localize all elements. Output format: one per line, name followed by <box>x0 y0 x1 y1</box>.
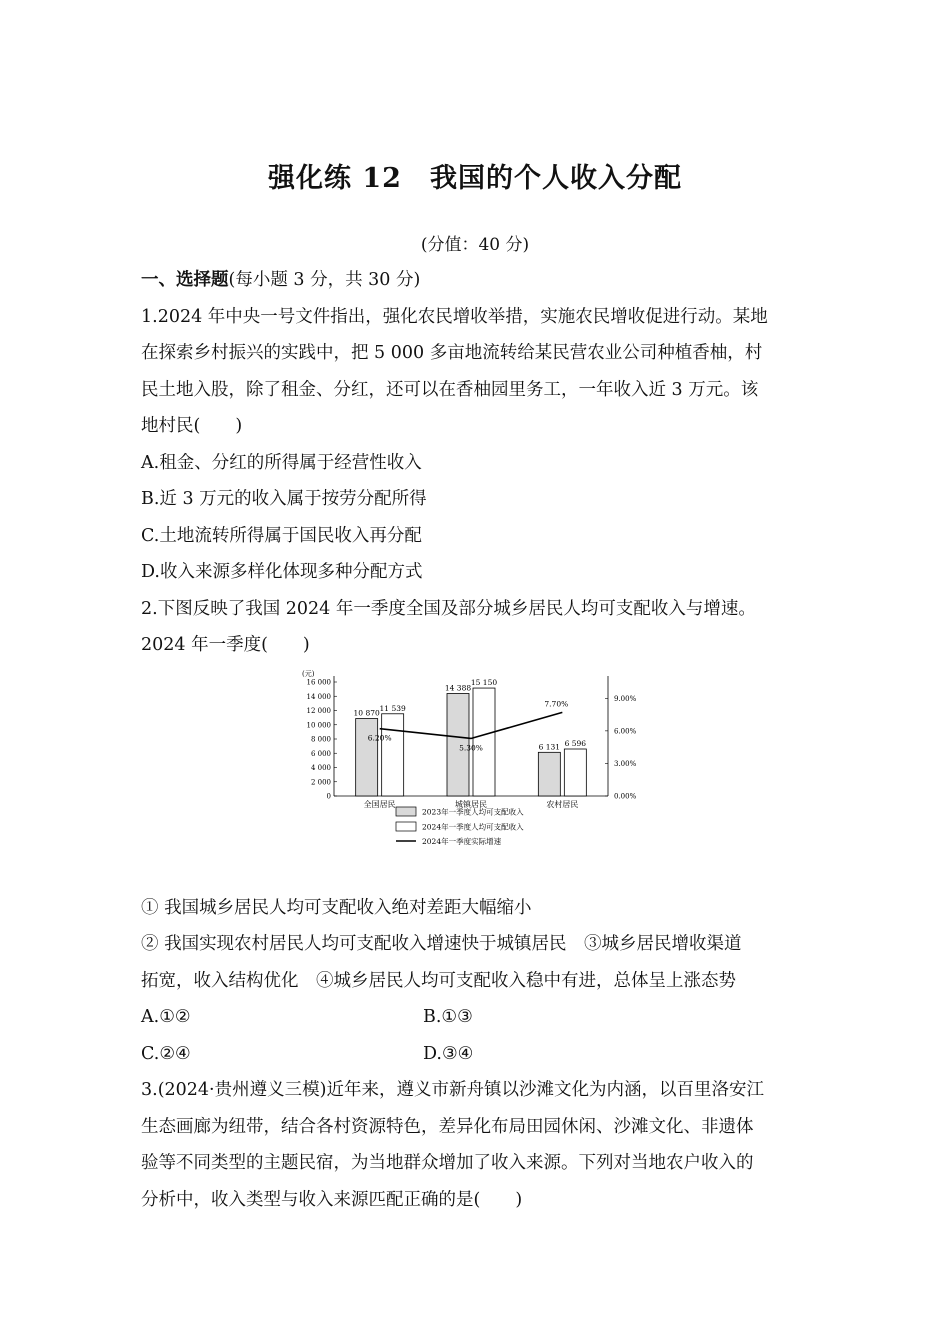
legend-label: 2024年一季度人均可支配收入 <box>422 822 524 831</box>
statement-line: 拓宽，收入结构优化 ④城乡居民人均可支配收入稳中有进，总体呈上涨态势 <box>141 970 736 991</box>
growth-value-label: 6.20% <box>367 733 392 743</box>
option-a: A.①② <box>141 1007 191 1027</box>
bar-value-label: 6 596 <box>564 738 587 748</box>
growth-line <box>380 712 563 738</box>
bar <box>382 713 404 795</box>
question-text-line: 在探索乡村振兴的实践中，把 5 000 多亩地流转给某民营农业公司种植香柚，村 <box>141 343 763 363</box>
bar-value-label: 6 131 <box>538 741 561 751</box>
y2-tick-label: 0.00% <box>614 792 637 800</box>
option-b: B.近 3 万元的收入属于按劳分配所得 <box>141 489 427 509</box>
option-d: D.③④ <box>423 1043 474 1064</box>
option-row <box>141 999 821 1036</box>
legend-swatch <box>396 807 416 816</box>
score-note: (分值：40 分) <box>420 235 530 255</box>
question-text-line: 2024 年一季度( ) <box>141 635 310 655</box>
legend-label: 2024年一季度实际增速 <box>422 836 502 846</box>
y-tick-label: 4 000 <box>310 763 331 772</box>
y-tick-label: 12 000 <box>306 706 331 715</box>
question-1 <box>141 299 821 591</box>
y2-tick-label: 9.00% <box>614 694 637 703</box>
x-category-label: 农村居民 <box>546 799 579 809</box>
option-c: C.②④ <box>141 1043 191 1064</box>
y-tick-label: 16 000 <box>306 678 331 686</box>
y2-tick-label: 6.00% <box>614 726 637 735</box>
bar <box>473 688 495 796</box>
option-c: C.土地流转所得属于国民收入再分配 <box>141 525 422 546</box>
bar <box>356 718 378 795</box>
statement-line: ① 我国城乡居民人均可支配收入绝对差距大幅缩小 <box>141 897 532 918</box>
question-text-line: 分析中，收入类型与收入来源匹配正确的是( ) <box>141 1189 523 1210</box>
income-chart-svg <box>296 668 666 868</box>
bar <box>564 749 586 796</box>
y-tick-label: 10 000 <box>306 720 331 729</box>
growth-value-label: 7.70% <box>544 698 569 708</box>
document-body <box>141 262 821 1218</box>
question-text-line: 生态画廊为纽带，结合各村资源特色，差异化布局田园休闲、沙滩文化、非遗体 <box>141 1116 754 1137</box>
legend-label: 2023年一季度人均可支配收入 <box>422 807 524 816</box>
question-text-line: 1.2024 年中央一号文件指出，强化农民增收举措，实施农民增收促进行动。某地 <box>141 306 768 327</box>
y-tick-label: 6 000 <box>310 749 331 758</box>
y-tick-label: 14 000 <box>306 692 331 701</box>
question-text-line: 3.(2024·贵州遵义三模)近年来，遵义市新舟镇以沙滩文化为内涵，以百里洛安江 <box>141 1080 764 1100</box>
bar <box>538 752 560 796</box>
option-d: D.收入来源多样化体现多种分配方式 <box>141 562 423 582</box>
y-tick-label: 0 <box>326 792 331 800</box>
option-b: B.①③ <box>423 1007 473 1027</box>
question-text-line: 民土地入股，除了租金、分红，还可以在香柚园里务工，一年收入近 3 万元。该 <box>141 379 759 400</box>
question-3 <box>141 1072 821 1218</box>
option-a: A.租金、分红的所得属于经营性收入 <box>141 452 422 473</box>
page-title: 强化练 12 我国的个人收入分配 <box>268 163 682 194</box>
y-tick-label: 2 000 <box>310 777 331 786</box>
option-row <box>141 1036 821 1073</box>
y-tick-label: 8 000 <box>310 735 331 743</box>
y-unit-label: (元) <box>302 669 315 678</box>
question-text-line: 地村民( ) <box>141 416 243 436</box>
bar-value-label: 10 870 <box>353 708 380 718</box>
legend-swatch <box>396 822 416 831</box>
x-category-label: 城镇居民 <box>455 799 487 809</box>
growth-value-label: 5.30% <box>459 742 483 752</box>
bar-value-label: 14 388 <box>444 682 472 692</box>
y2-tick-label: 3.00% <box>614 759 637 768</box>
statement-line: ② 我国实现农村居民人均可支配收入增速快于城镇居民 ③城乡居民增收渠道 <box>141 934 742 954</box>
section-heading: 一、选择题(每小题 3 分，共 30 分) <box>141 270 421 290</box>
income-chart <box>141 664 821 890</box>
x-category-label: 全国居民 <box>363 799 396 809</box>
bar-value-label: 11 539 <box>379 703 406 713</box>
question-2 <box>141 591 821 1073</box>
question-text-line: 验等不同类型的主题民宿，为当地群众增加了收入来源。下列对当地农户收入的 <box>141 1153 754 1173</box>
question-text-line: 2.下图反映了我国 2024 年一季度全国及部分城乡居民人均可支配收入与增速。 <box>141 598 756 619</box>
bar-value-label: 15 150 <box>470 677 498 687</box>
